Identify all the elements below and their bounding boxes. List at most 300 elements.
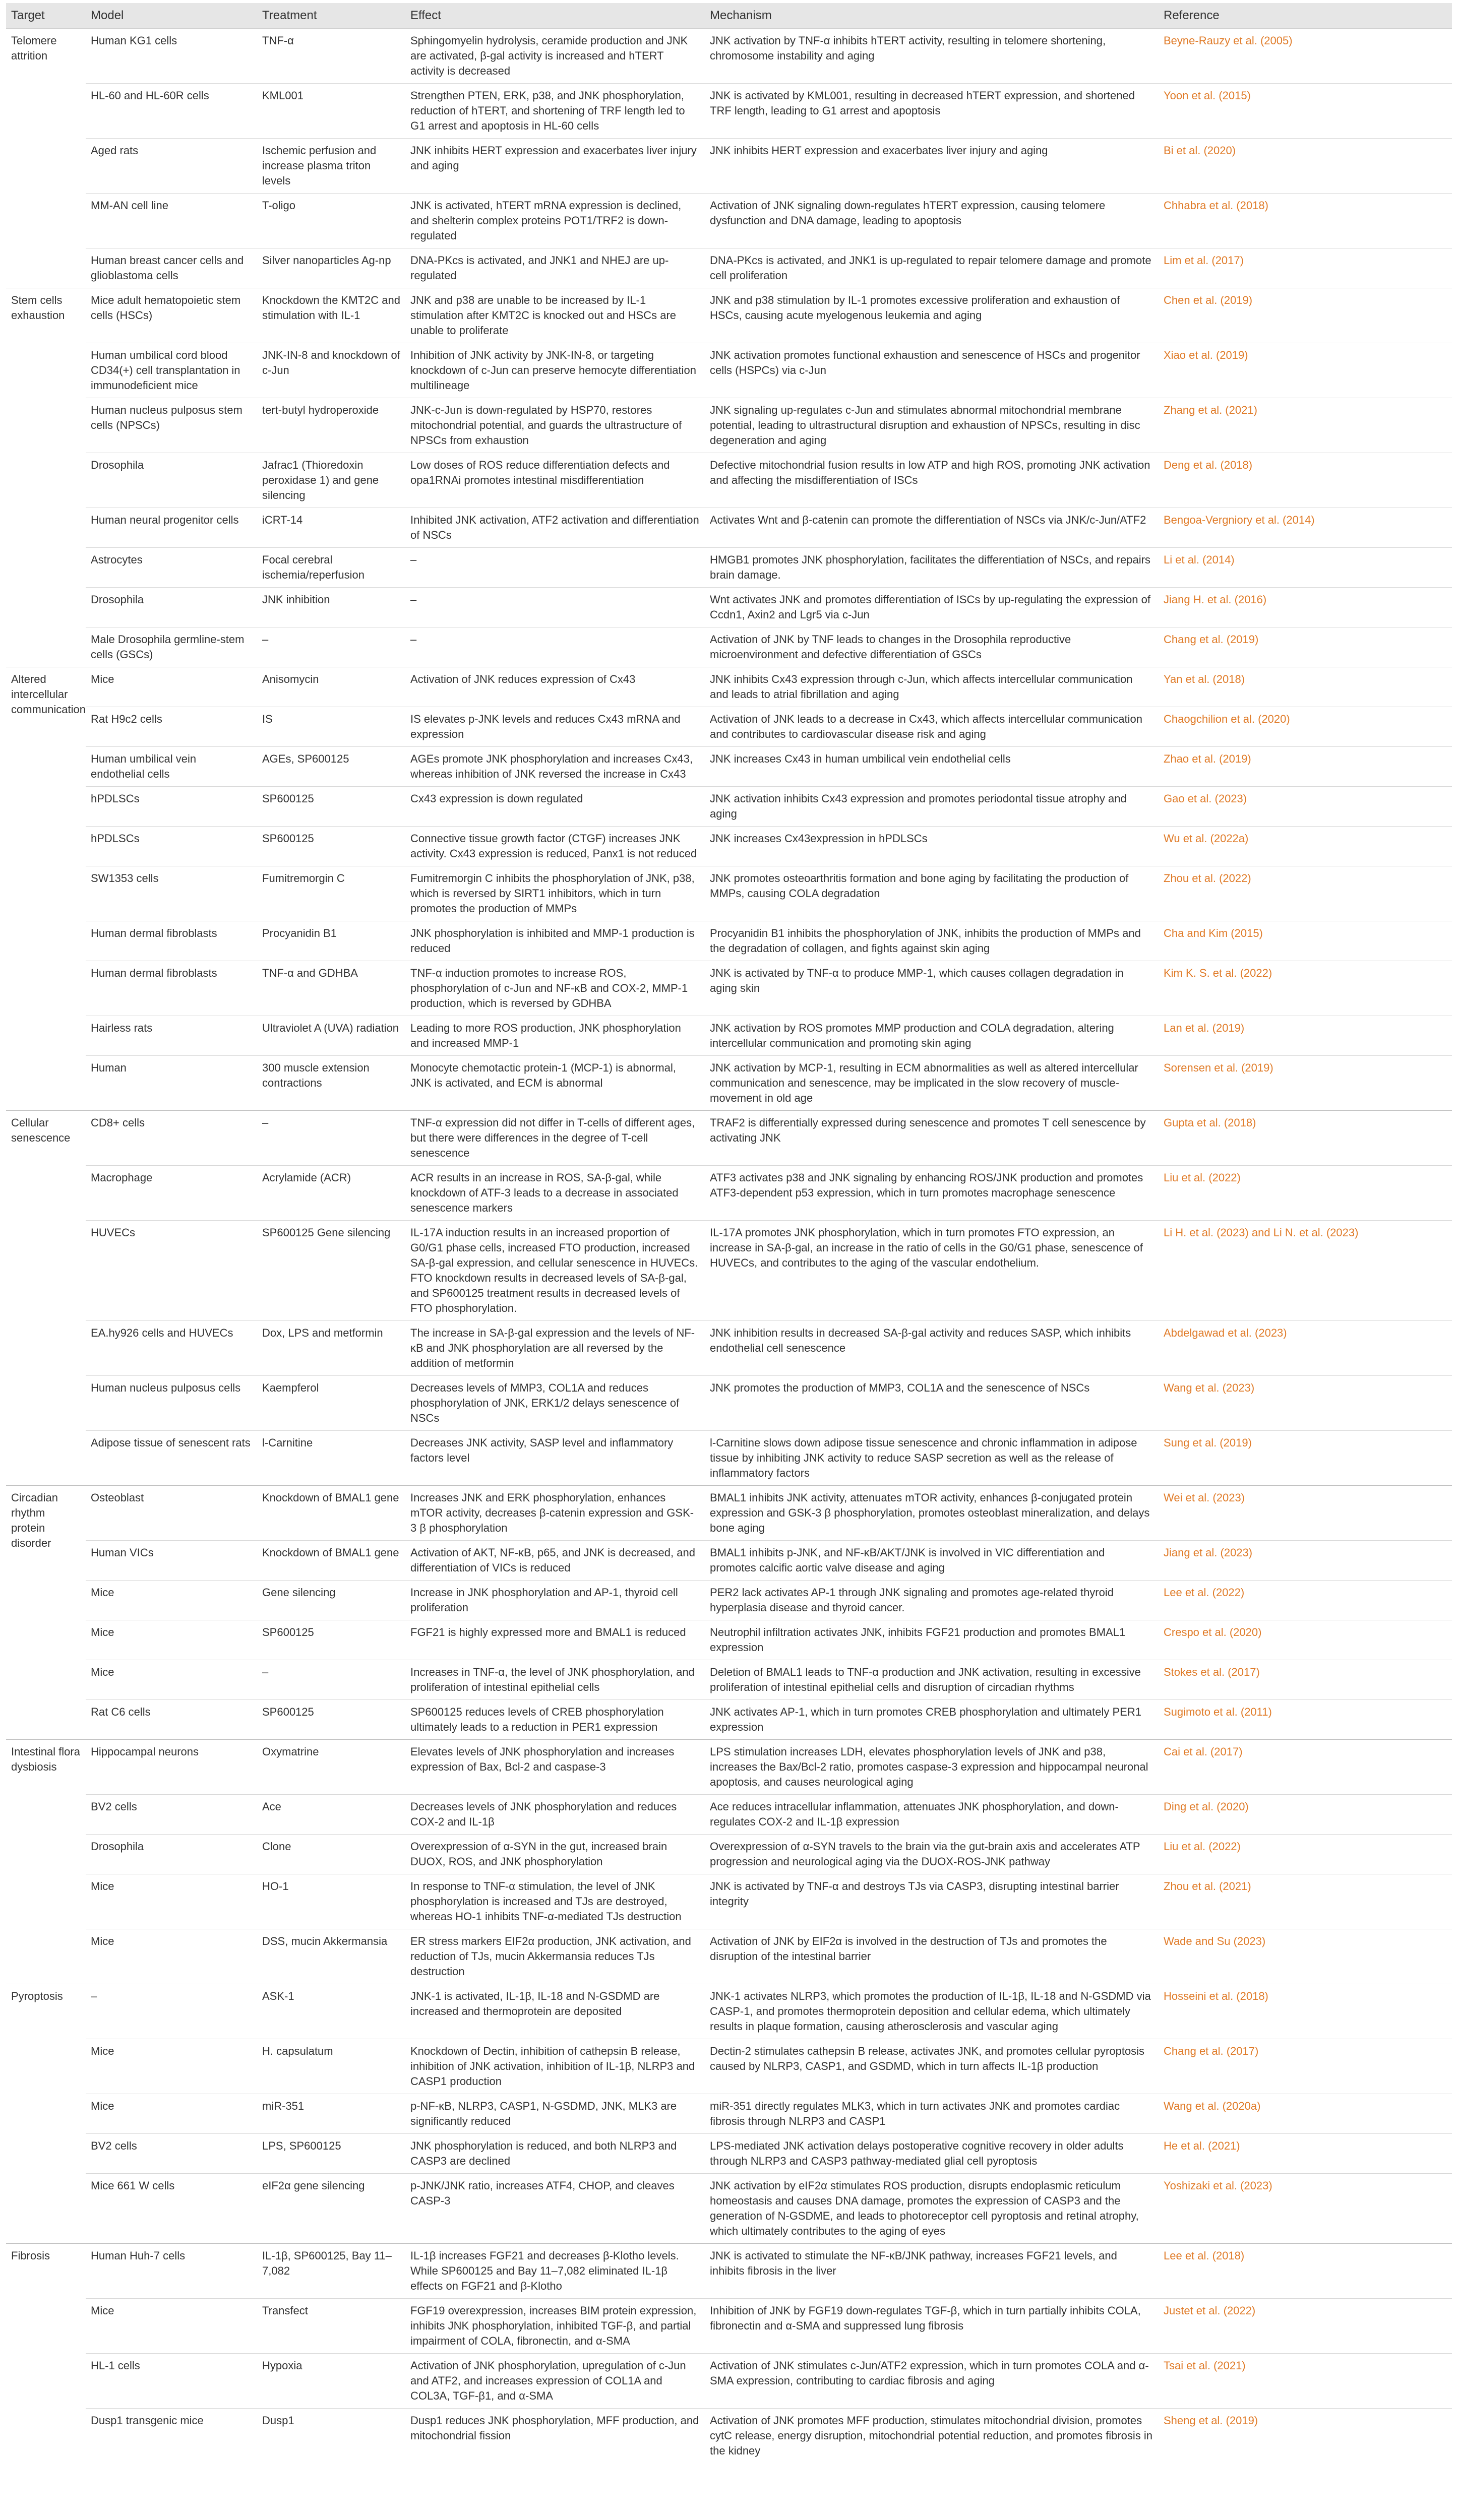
model-cell: Human nucleus pulposus cells bbox=[86, 1376, 257, 1431]
effect-cell: Dusp1 reduces JNK phosphorylation, MFF production, and mitochondrial fission bbox=[405, 2409, 705, 2464]
effect-cell: Increase in JNK phosphorylation and AP-1, thyroid cell proliferation bbox=[405, 1581, 705, 1620]
table-row bbox=[6, 866, 1452, 921]
effect-cell: – bbox=[405, 588, 705, 627]
table-row bbox=[6, 1431, 1452, 1486]
model-cell: Drosophila bbox=[86, 453, 257, 508]
reference-cell[interactable]: Beyne-Rauzy et al. (2005) bbox=[1159, 29, 1452, 84]
reference-cell[interactable]: Li et al. (2014) bbox=[1159, 548, 1452, 588]
reference-cell[interactable]: Xiao et al. (2019) bbox=[1159, 343, 1452, 398]
treatment-cell: Clone bbox=[257, 1835, 405, 1874]
table-row bbox=[6, 921, 1452, 961]
effect-cell: Activation of JNK reduces expression of Cx43 bbox=[405, 667, 705, 707]
target-cell: Circadian rhythm protein disorder bbox=[6, 1486, 86, 1740]
treatment-cell: Gene silencing bbox=[257, 1581, 405, 1620]
reference-cell[interactable]: Wei et al. (2023) bbox=[1159, 1486, 1452, 1541]
mechanism-cell: JNK increases Cx43 in human umbilical vein endothelial cells bbox=[705, 747, 1159, 787]
mechanism-cell: JNK promotes osteoarthritis formation and bone aging by facilitating the production of MMPs, causing COLA degradation bbox=[705, 866, 1159, 921]
mechanism-cell: JNK activates AP-1, which in turn promotes CREB phosphorylation and ultimately PER1 expression bbox=[705, 1700, 1159, 1740]
treatment-cell: Knockdown of BMAL1 gene bbox=[257, 1541, 405, 1581]
model-cell: Drosophila bbox=[86, 588, 257, 627]
treatment-cell: AGEs, SP600125 bbox=[257, 747, 405, 787]
model-cell: Mice bbox=[86, 1874, 257, 1929]
model-cell: Human KG1 cells bbox=[86, 29, 257, 84]
target-cell: Stem cells exhaustion bbox=[6, 288, 86, 667]
header-mechanism: Mechanism bbox=[705, 3, 1159, 29]
effect-cell: FGF21 is highly expressed more and BMAL1 is reduced bbox=[405, 1620, 705, 1660]
mechanism-cell: JNK is activated by TNF-α and destroys TJs via CASP3, disrupting intestinal barrier integrity bbox=[705, 1874, 1159, 1929]
reference-cell[interactable]: Yoon et al. (2015) bbox=[1159, 84, 1452, 139]
treatment-cell: l-Carnitine bbox=[257, 1431, 405, 1486]
table-row bbox=[6, 588, 1452, 627]
reference-cell[interactable]: Chaogchilion et al. (2020) bbox=[1159, 707, 1452, 747]
mechanism-cell: JNK inhibits HERT expression and exacerbates liver injury and aging bbox=[705, 139, 1159, 194]
table-row bbox=[6, 2134, 1452, 2174]
model-cell: Mice bbox=[86, 1660, 257, 1700]
model-cell: HL-60 and HL-60R cells bbox=[86, 84, 257, 139]
treatment-cell: KML001 bbox=[257, 84, 405, 139]
model-cell: hPDLSCs bbox=[86, 787, 257, 827]
effect-cell: p-NF-κB, NLRP3, CASP1, N-GSDMD, JNK, MLK3 are significantly reduced bbox=[405, 2094, 705, 2134]
reference-cell[interactable]: Liu et al. (2022) bbox=[1159, 1166, 1452, 1221]
mechanism-cell: JNK activation by ROS promotes MMP production and COLA degradation, altering intercellular communication and promoting skin aging bbox=[705, 1016, 1159, 1056]
table-row bbox=[6, 1620, 1452, 1660]
table-row bbox=[6, 398, 1452, 453]
treatment-cell: Transfect bbox=[257, 2299, 405, 2354]
reference-cell[interactable]: Tsai et al. (2021) bbox=[1159, 2354, 1452, 2409]
mechanism-cell: miR-351 directly regulates MLK3, which in turn activates JNK and promotes cardiac fibrosis through NLRP3 and CASP1 bbox=[705, 2094, 1159, 2134]
model-cell: hPDLSCs bbox=[86, 827, 257, 866]
effect-cell: Overexpression of α-SYN in the gut, increased brain DUOX, ROS, and JNK phosphorylation bbox=[405, 1835, 705, 1874]
effect-cell: JNK phosphorylation is reduced, and both NLRP3 and CASP3 are declined bbox=[405, 2134, 705, 2174]
effect-cell: Activation of JNK phosphorylation, upregulation of c-Jun and ATF2, and increases expression of COL1A and COL3A, TGF-β1, and α-SMA bbox=[405, 2354, 705, 2409]
model-cell: Mice bbox=[86, 667, 257, 707]
effect-cell: – bbox=[405, 548, 705, 588]
mechanism-cell: Overexpression of α-SYN travels to the brain via the gut-brain axis and accelerates ATP progression and neurological aging via the DUOX-ROS-JNK pathway bbox=[705, 1835, 1159, 1874]
mechanism-cell: Procyanidin B1 inhibits the phosphorylation of JNK, inhibits the production of MMPs and the degradation of collagen, and fights against skin aging bbox=[705, 921, 1159, 961]
reference-cell[interactable]: Chen et al. (2019) bbox=[1159, 288, 1452, 343]
treatment-cell: TNF-α bbox=[257, 29, 405, 84]
treatment-cell: T-oligo bbox=[257, 194, 405, 248]
mechanism-cell: IL-17A promotes JNK phosphorylation, which in turn promotes FTO expression, an increase in SA-β-gal, an increase in the ratio of cells in the G0/G1 phase, senescence of HUVECs, and contributes to the aging of the vascular endothelium. bbox=[705, 1221, 1159, 1321]
reference-cell[interactable]: Chhabra et al. (2018) bbox=[1159, 194, 1452, 248]
reference-cell[interactable]: Wu et al. (2022a) bbox=[1159, 827, 1452, 866]
treatment-cell: H. capsulatum bbox=[257, 2039, 405, 2094]
model-cell: MM-AN cell line bbox=[86, 194, 257, 248]
reference-cell[interactable]: Sheng et al. (2019) bbox=[1159, 2409, 1452, 2464]
reference-cell[interactable]: Lee et al. (2022) bbox=[1159, 1581, 1452, 1620]
model-cell: Adipose tissue of senescent rats bbox=[86, 1431, 257, 1486]
mechanism-cell: JNK activation by eIF2α stimulates ROS production, disrupts endoplasmic reticulum homeostasis and causes DNA damage, promotes the expression of CASP3 and the generation of N-GSDME, and leads to photoreceptor cell pyroptosis and retinal atrophy, which ultimately contributes to the aging of eyes bbox=[705, 2174, 1159, 2244]
model-cell: Human neural progenitor cells bbox=[86, 508, 257, 548]
mechanism-cell: Activates Wnt and β-catenin can promote the differentiation of NSCs via JNK/c-Jun/ATF2 bbox=[705, 508, 1159, 548]
model-cell: Human bbox=[86, 1056, 257, 1111]
mechanism-cell: Dectin-2 stimulates cathepsin B release, activates JNK, and promotes cellular pyroptosis caused by NLRP3, CASP1, and GSDMD, which in turn affects IL-1β production bbox=[705, 2039, 1159, 2094]
reference-cell[interactable]: Sorensen et al. (2019) bbox=[1159, 1056, 1452, 1111]
treatment-cell: Focal cerebral ischemia/reperfusion bbox=[257, 548, 405, 588]
reference-cell[interactable]: Crespo et al. (2020) bbox=[1159, 1620, 1452, 1660]
reference-cell[interactable]: Cha and Kim (2015) bbox=[1159, 921, 1452, 961]
model-cell: Macrophage bbox=[86, 1166, 257, 1221]
model-cell: Mice bbox=[86, 2094, 257, 2134]
table-row bbox=[6, 627, 1452, 667]
model-cell: Mice adult hematopoietic stem cells (HSCs) bbox=[86, 288, 257, 343]
model-cell: Rat H9c2 cells bbox=[86, 707, 257, 747]
model-cell: Rat C6 cells bbox=[86, 1700, 257, 1740]
model-cell: Human dermal fibroblasts bbox=[86, 961, 257, 1016]
effect-cell: IL-17A induction results in an increased proportion of G0/G1 phase cells, increased FTO production, increased SA-β-gal expression, and cellular senescence in HUVECs. FTO knockdown results in decreased levels of SA-β-gal, and SP600125 treatment results in decreased levels of FTO phosphorylation. bbox=[405, 1221, 705, 1321]
model-cell: Hippocampal neurons bbox=[86, 1740, 257, 1795]
treatment-cell: SP600125 bbox=[257, 787, 405, 827]
mechanism-cell: Activation of JNK by EIF2α is involved in the destruction of TJs and promotes the disruption of the intestinal barrier bbox=[705, 1929, 1159, 1984]
table-row bbox=[6, 343, 1452, 398]
reference-cell[interactable]: Bi et al. (2020) bbox=[1159, 139, 1452, 194]
target-cell: Intestinal flora dysbiosis bbox=[6, 1740, 86, 1984]
treatment-cell: Knockdown of BMAL1 gene bbox=[257, 1486, 405, 1541]
reference-cell[interactable]: Sung et al. (2019) bbox=[1159, 1431, 1452, 1486]
effect-cell: Decreases levels of MMP3, COL1A and reduces phosphorylation of JNK, ERK1/2 delays senescence of NSCs bbox=[405, 1376, 705, 1431]
treatment-cell: Oxymatrine bbox=[257, 1740, 405, 1795]
treatment-cell: TNF-α and GDHBA bbox=[257, 961, 405, 1016]
table-row bbox=[6, 248, 1452, 288]
effect-cell: Inhibition of JNK activity by JNK-IN-8, or targeting knockdown of c-Jun can preserve hemocyte differentiation multilineage bbox=[405, 343, 705, 398]
table-row bbox=[6, 194, 1452, 248]
treatment-cell: Anisomycin bbox=[257, 667, 405, 707]
table-row bbox=[6, 84, 1452, 139]
reference-cell[interactable]: Wang et al. (2023) bbox=[1159, 1376, 1452, 1431]
table-row bbox=[6, 1874, 1452, 1929]
table-row bbox=[6, 29, 1452, 84]
effect-cell: TNF-α induction promotes to increase ROS, phosphorylation of c-Jun and NF-κB and COX-2, MMP-1 production, which is reversed by GDHBA bbox=[405, 961, 705, 1016]
effect-cell: JNK-1 is activated, IL-1β, IL-18 and N-GSDMD are increased and thermoprotein are deposited bbox=[405, 1984, 705, 2039]
model-cell: Dusp1 transgenic mice bbox=[86, 2409, 257, 2464]
reference-cell[interactable]: Jiang et al. (2023) bbox=[1159, 1541, 1452, 1581]
reference-cell[interactable]: Gao et al. (2023) bbox=[1159, 787, 1452, 827]
mechanism-cell: JNK activation by TNF-α inhibits hTERT activity, resulting in telomere shortening, chromosome instability and aging bbox=[705, 29, 1159, 84]
effect-cell: DNA-PKcs is activated, and JNK1 and NHEJ are up-regulated bbox=[405, 248, 705, 288]
table-row bbox=[6, 453, 1452, 508]
table-row bbox=[6, 1111, 1452, 1166]
table-row bbox=[6, 1795, 1452, 1835]
reference-cell[interactable]: Liu et al. (2022) bbox=[1159, 1835, 1452, 1874]
treatment-cell: Knockdown the KMT2C and stimulation with IL-1 bbox=[257, 288, 405, 343]
effect-cell: JNK phosphorylation is inhibited and MMP-1 production is reduced bbox=[405, 921, 705, 961]
mechanism-cell: Activation of JNK stimulates c-Jun/ATF2 expression, which in turn promotes COLA and α-SMA expression, contributing to cardiac fibrosis and aging bbox=[705, 2354, 1159, 2409]
table-row bbox=[6, 787, 1452, 827]
effect-cell: Inhibited JNK activation, ATF2 activation and differentiation of NSCs bbox=[405, 508, 705, 548]
reference-cell[interactable]: Lee et al. (2018) bbox=[1159, 2244, 1452, 2299]
header-reference: Reference bbox=[1159, 3, 1452, 29]
table-body bbox=[6, 29, 1452, 2464]
mechanism-cell: HMGB1 promotes JNK phosphorylation, facilitates the differentiation of NSCs, and repairs brain damage. bbox=[705, 548, 1159, 588]
table-row bbox=[6, 2039, 1452, 2094]
model-cell: Mice bbox=[86, 2299, 257, 2354]
effect-cell: JNK and p38 are unable to be increased by IL-1 stimulation after KMT2C is knocked out and HSCs are unable to proliferate bbox=[405, 288, 705, 343]
model-cell: Mice bbox=[86, 1581, 257, 1620]
model-cell: SW1353 cells bbox=[86, 866, 257, 921]
treatment-cell: eIF2α gene silencing bbox=[257, 2174, 405, 2244]
model-cell: – bbox=[86, 1984, 257, 2039]
table-row bbox=[6, 1581, 1452, 1620]
table-row bbox=[6, 1541, 1452, 1581]
effect-cell: IL-1β increases FGF21 and decreases β-Klotho levels. While SP600125 and Bay 11–7,082 eliminated IL-1β effects on FGF21 and β-Klotho bbox=[405, 2244, 705, 2299]
reference-cell[interactable]: Chang et al. (2017) bbox=[1159, 2039, 1452, 2094]
model-cell: Mice bbox=[86, 1620, 257, 1660]
model-cell: BV2 cells bbox=[86, 2134, 257, 2174]
table-row bbox=[6, 1984, 1452, 2039]
effect-cell: – bbox=[405, 627, 705, 667]
target-cell: Cellular senescence bbox=[6, 1111, 86, 1486]
table-row bbox=[6, 139, 1452, 194]
model-cell: Mice bbox=[86, 1929, 257, 1984]
target-cell: Fibrosis bbox=[6, 2244, 86, 2464]
treatment-cell: tert-butyl hydroperoxide bbox=[257, 398, 405, 453]
model-cell: CD8+ cells bbox=[86, 1111, 257, 1166]
table-row bbox=[6, 2299, 1452, 2354]
effect-cell: Strengthen PTEN, ERK, p38, and JNK phosphorylation, reduction of hTERT, and shortening of TRF length led to G1 arrest and apoptosis in HL-60 cells bbox=[405, 84, 705, 139]
mechanism-cell: BMAL1 inhibits p-JNK, and NF-κB/AKT/JNK is involved in VIC differentiation and promotes calcific aortic valve disease and aging bbox=[705, 1541, 1159, 1581]
treatment-cell: miR-351 bbox=[257, 2094, 405, 2134]
treatment-cell: JNK-IN-8 and knockdown of c-Jun bbox=[257, 343, 405, 398]
mechanism-cell: BMAL1 inhibits JNK activity, attenuates mTOR activity, enhances β-conjugated protein expression and GSK-3 β phosphorylation, promotes osteoblast mineralization, and delays bone aging bbox=[705, 1486, 1159, 1541]
treatment-cell: SP600125 bbox=[257, 1700, 405, 1740]
reference-cell[interactable]: Wade and Su (2023) bbox=[1159, 1929, 1452, 1984]
mechanism-cell: Defective mitochondrial fusion results in low ATP and high ROS, promoting JNK activation and affecting the misdifferentiation of ISCs bbox=[705, 453, 1159, 508]
mechanism-cell: JNK increases Cx43expression in hPDLSCs bbox=[705, 827, 1159, 866]
effect-cell: The increase in SA-β-gal expression and the levels of NF-κB and JNK phosphorylation are all reversed by the addition of metformin bbox=[405, 1321, 705, 1376]
effect-cell: IS elevates p-JNK levels and reduces Cx43 mRNA and expression bbox=[405, 707, 705, 747]
jnk-aging-table bbox=[6, 3, 1452, 2463]
model-cell: Male Drosophila germline-stem cells (GSCs) bbox=[86, 627, 257, 667]
model-cell: Human umbilical cord blood CD34(+) cell transplantation in immunodeficient mice bbox=[86, 343, 257, 398]
effect-cell: Cx43 expression is down regulated bbox=[405, 787, 705, 827]
reference-cell[interactable]: Cai et al. (2017) bbox=[1159, 1740, 1452, 1795]
table-row bbox=[6, 1835, 1452, 1874]
reference-cell[interactable]: Deng et al. (2018) bbox=[1159, 453, 1452, 508]
model-cell: BV2 cells bbox=[86, 1795, 257, 1835]
mechanism-cell: LPS-mediated JNK activation delays postoperative cognitive recovery in older adults through NLRP3 and CASP3 pathway-mediated glial cell pyroptosis bbox=[705, 2134, 1159, 2174]
target-cell: Telomere attrition bbox=[6, 29, 86, 288]
reference-cell[interactable]: Hosseini et al. (2018) bbox=[1159, 1984, 1452, 2039]
treatment-cell: Procyanidin B1 bbox=[257, 921, 405, 961]
treatment-cell: Kaempferol bbox=[257, 1376, 405, 1431]
reference-cell[interactable]: Li H. et al. (2023) and Li N. et al. (2023) bbox=[1159, 1221, 1452, 1321]
mechanism-cell: PER2 lack activates AP-1 through JNK signaling and promotes age-related thyroid hyperplasia disease and thyroid cancer. bbox=[705, 1581, 1159, 1620]
reference-cell[interactable]: Kim K. S. et al. (2022) bbox=[1159, 961, 1452, 1016]
treatment-cell: Fumitremorgin C bbox=[257, 866, 405, 921]
effect-cell: Knockdown of Dectin, inhibition of cathepsin B release, inhibition of JNK activation, inhibition of IL-1β, NLRP3 and CASP1 production bbox=[405, 2039, 705, 2094]
model-cell: EA.hy926 cells and HUVECs bbox=[86, 1321, 257, 1376]
effect-cell: AGEs promote JNK phosphorylation and increases Cx43, whereas inhibition of JNK reversed the increase in Cx43 bbox=[405, 747, 705, 787]
mechanism-cell: Wnt activates JNK and promotes differentiation of ISCs by up-regulating the expression of Ccdn1, Axin2 and Lgr5 via c-Jun bbox=[705, 588, 1159, 627]
table-row bbox=[6, 1700, 1452, 1740]
header-treatment: Treatment bbox=[257, 3, 405, 29]
effect-cell: Monocyte chemotactic protein-1 (MCP-1) is abnormal, JNK is activated, and ECM is abnormal bbox=[405, 1056, 705, 1111]
reference-cell[interactable]: Sugimoto et al. (2011) bbox=[1159, 1700, 1452, 1740]
table-row bbox=[6, 707, 1452, 747]
treatment-cell: Jafrac1 (Thioredoxin peroxidase 1) and gene silencing bbox=[257, 453, 405, 508]
effect-cell: Low doses of ROS reduce differentiation defects and opa1RNAi promotes intestinal misdifferentiation bbox=[405, 453, 705, 508]
mechanism-cell: TRAF2 is differentially expressed during senescence and promotes T cell senescence by activating JNK bbox=[705, 1111, 1159, 1166]
treatment-cell: SP600125 bbox=[257, 827, 405, 866]
reference-cell[interactable]: Justet et al. (2022) bbox=[1159, 2299, 1452, 2354]
treatment-cell: IS bbox=[257, 707, 405, 747]
effect-cell: In response to TNF-α stimulation, the level of JNK phosphorylation is increased and TJs are destroyed, whereas HO-1 inhibits TNF-α-mediated TJs destruction bbox=[405, 1874, 705, 1929]
treatment-cell: – bbox=[257, 1660, 405, 1700]
model-cell: Osteoblast bbox=[86, 1486, 257, 1541]
mechanism-cell: Inhibition of JNK by FGF19 down-regulates TGF-β, which in turn partially inhibits COLA, fibronectin and α-SMA and suppressed lung fibrosis bbox=[705, 2299, 1159, 2354]
table-row bbox=[6, 1056, 1452, 1111]
effect-cell: Connective tissue growth factor (CTGF) increases JNK activity. Cx43 expression is reduced, Panx1 is not reduced bbox=[405, 827, 705, 866]
model-cell: HL-1 cells bbox=[86, 2354, 257, 2409]
mechanism-cell: Neutrophil infiltration activates JNK, inhibits FGF21 production and promotes BMAL1 expression bbox=[705, 1620, 1159, 1660]
mechanism-cell: JNK is activated by KML001, resulting in decreased hTERT expression, and shortened TRF length, leading to G1 arrest and apoptosis bbox=[705, 84, 1159, 139]
effect-cell: Increases in TNF-α, the level of JNK phosphorylation, and proliferation of intestinal epithelial cells bbox=[405, 1660, 705, 1700]
reference-cell[interactable]: Lim et al. (2017) bbox=[1159, 248, 1452, 288]
table-row bbox=[6, 2174, 1452, 2244]
treatment-cell: Acrylamide (ACR) bbox=[257, 1166, 405, 1221]
model-cell: Human umbilical vein endothelial cells bbox=[86, 747, 257, 787]
mechanism-cell: l-Carnitine slows down adipose tissue senescence and chronic inflammation in adipose tissue by inhibiting JNK activity to reduce SASP secretion as well as the release of inflammatory factors bbox=[705, 1431, 1159, 1486]
treatment-cell: ASK-1 bbox=[257, 1984, 405, 2039]
mechanism-cell: JNK inhibition results in decreased SA-β-gal activity and reduces SASP, which inhibits endothelial cell senescence bbox=[705, 1321, 1159, 1376]
treatment-cell: Dox, LPS and metformin bbox=[257, 1321, 405, 1376]
table-row bbox=[6, 1740, 1452, 1795]
reference-cell[interactable]: Ding et al. (2020) bbox=[1159, 1795, 1452, 1835]
reference-cell[interactable]: Wang et al. (2020a) bbox=[1159, 2094, 1452, 2134]
effect-cell: JNK inhibits HERT expression and exacerbates liver injury and aging bbox=[405, 139, 705, 194]
effect-cell: Decreases JNK activity, SASP level and inflammatory factors level bbox=[405, 1431, 705, 1486]
mechanism-cell: JNK activation promotes functional exhaustion and senescence of HSCs and progenitor cells (HSPCs) via c-Jun bbox=[705, 343, 1159, 398]
model-cell: Mice 661 W cells bbox=[86, 2174, 257, 2244]
model-cell: Human VICs bbox=[86, 1541, 257, 1581]
effect-cell: Sphingomyelin hydrolysis, ceramide production and JNK are activated, β-gal activity is increased and hTERT activity is decreased bbox=[405, 29, 705, 84]
model-cell: Drosophila bbox=[86, 1835, 257, 1874]
header-target: Target bbox=[6, 3, 86, 29]
mechanism-cell: Activation of JNK promotes MFF production, stimulates mitochondrial division, promotes cytC release, energy disruption, mitochondrial potential reduction, and promotes fibrosis in the kidney bbox=[705, 2409, 1159, 2464]
treatment-cell: DSS, mucin Akkermansia bbox=[257, 1929, 405, 1984]
mechanism-cell: LPS stimulation increases LDH, elevates phosphorylation levels of JNK and p38, increases the Bax/Bcl-2 ratio, promotes caspase-3 expression and hippocampal neuronal apoptosis, and causes neurological aging bbox=[705, 1740, 1159, 1795]
model-cell: HUVECs bbox=[86, 1221, 257, 1321]
table-row bbox=[6, 508, 1452, 548]
treatment-cell: SP600125 Gene silencing bbox=[257, 1221, 405, 1321]
table-row bbox=[6, 1486, 1452, 1541]
effect-cell: JNK is activated, hTERT mRNA expression is declined, and shelterin complex proteins POT1/TRF2 is down-regulated bbox=[405, 194, 705, 248]
mechanism-cell: DNA-PKcs is activated, and JNK1 is up-regulated to repair telomere damage and promote cell proliferation bbox=[705, 248, 1159, 288]
header-effect: Effect bbox=[405, 3, 705, 29]
mechanism-cell: JNK is activated to stimulate the NF-κB/JNK pathway, increases FGF21 levels, and inhibits fibrosis in the liver bbox=[705, 2244, 1159, 2299]
effect-cell: Decreases levels of JNK phosphorylation and reduces COX-2 and IL-1β bbox=[405, 1795, 705, 1835]
table-row bbox=[6, 2354, 1452, 2409]
treatment-cell: Ischemic perfusion and increase plasma triton levels bbox=[257, 139, 405, 194]
table-row bbox=[6, 1376, 1452, 1431]
reference-cell[interactable]: Zhou et al. (2021) bbox=[1159, 1874, 1452, 1929]
model-cell: Astrocytes bbox=[86, 548, 257, 588]
model-cell: Human nucleus pulposus stem cells (NPSCs) bbox=[86, 398, 257, 453]
model-cell: Human Huh-7 cells bbox=[86, 2244, 257, 2299]
treatment-cell: iCRT-14 bbox=[257, 508, 405, 548]
mechanism-cell: JNK is activated by TNF-α to produce MMP-1, which causes collagen degradation in aging skin bbox=[705, 961, 1159, 1016]
treatment-cell: – bbox=[257, 627, 405, 667]
reference-cell[interactable]: Zhao et al. (2019) bbox=[1159, 747, 1452, 787]
reference-cell[interactable]: Stokes et al. (2017) bbox=[1159, 1660, 1452, 1700]
table-row bbox=[6, 1016, 1452, 1056]
treatment-cell: – bbox=[257, 1111, 405, 1166]
mechanism-cell: ATF3 activates p38 and JNK signaling by enhancing ROS/JNK production and promotes ATF3-dependent p53 expression, which in turn promotes macrophage senescence bbox=[705, 1166, 1159, 1221]
model-cell: Human dermal fibroblasts bbox=[86, 921, 257, 961]
reference-cell[interactable]: Lan et al. (2019) bbox=[1159, 1016, 1452, 1056]
reference-cell[interactable]: Chang et al. (2019) bbox=[1159, 627, 1452, 667]
treatment-cell: JNK inhibition bbox=[257, 588, 405, 627]
mechanism-cell: JNK inhibits Cx43 expression through c-Jun, which affects intercellular communication and leads to atrial fibrillation and aging bbox=[705, 667, 1159, 707]
treatment-cell: SP600125 bbox=[257, 1620, 405, 1660]
header-row bbox=[6, 3, 1452, 29]
treatment-cell: LPS, SP600125 bbox=[257, 2134, 405, 2174]
treatment-cell: Ace bbox=[257, 1795, 405, 1835]
model-cell: Human breast cancer cells and glioblastoma cells bbox=[86, 248, 257, 288]
mechanism-cell: Deletion of BMAL1 leads to TNF-α production and JNK activation, resulting in excessive proliferation of intestinal epithelial cells and disruption of circadian rhythms bbox=[705, 1660, 1159, 1700]
model-cell: Aged rats bbox=[86, 139, 257, 194]
treatment-cell: HO-1 bbox=[257, 1874, 405, 1929]
reference-cell[interactable]: He et al. (2021) bbox=[1159, 2134, 1452, 2174]
model-cell: Hairless rats bbox=[86, 1016, 257, 1056]
treatment-cell: Hypoxia bbox=[257, 2354, 405, 2409]
treatment-cell: IL-1β, SP600125, Bay 11–7,082 bbox=[257, 2244, 405, 2299]
reference-cell[interactable]: Zhou et al. (2022) bbox=[1159, 866, 1452, 921]
mechanism-cell: Activation of JNK leads to a decrease in Cx43, which affects intercellular communication and contributes to cardiovascular disease risk and aging bbox=[705, 707, 1159, 747]
effect-cell: p-JNK/JNK ratio, increases ATF4, CHOP, and cleaves CASP-3 bbox=[405, 2174, 705, 2244]
reference-cell[interactable]: Abdelgawad et al. (2023) bbox=[1159, 1321, 1452, 1376]
table-row bbox=[6, 2244, 1452, 2299]
effect-cell: ER stress markers EIF2α production, JNK activation, and reduction of TJs, mucin Akkermansia reduces TJs destruction bbox=[405, 1929, 705, 1984]
model-cell: Mice bbox=[86, 2039, 257, 2094]
target-cell: Altered intercellular communication bbox=[6, 667, 86, 1111]
effect-cell: Activation of AKT, NF-κB, p65, and JNK is decreased, and differentiation of VICs is reduced bbox=[405, 1541, 705, 1581]
table-row bbox=[6, 2094, 1452, 2134]
treatment-cell: Silver nanoparticles Ag-np bbox=[257, 248, 405, 288]
mechanism-cell: JNK signaling up-regulates c-Jun and stimulates abnormal mitochondrial membrane potential, leading to ultrastructural disruption and exhaustion of NPSCs, resulting in disc degeneration and aging bbox=[705, 398, 1159, 453]
target-cell: Pyroptosis bbox=[6, 1984, 86, 2244]
treatment-cell: Ultraviolet A (UVA) radiation bbox=[257, 1016, 405, 1056]
reference-cell[interactable]: Gupta et al. (2018) bbox=[1159, 1111, 1452, 1166]
mechanism-cell: JNK activation by MCP-1, resulting in ECM abnormalities as well as altered intercellular communication and senescence, may be implicated in the slow recovery of muscle-movement in old age bbox=[705, 1056, 1159, 1111]
effect-cell: FGF19 overexpression, increases BIM protein expression, inhibits JNK phosphorylation, inhibited TGF-β, and partial impairment of COLA, fibronectin, and α-SMA bbox=[405, 2299, 705, 2354]
reference-cell[interactable]: Jiang H. et al. (2016) bbox=[1159, 588, 1452, 627]
effect-cell: Leading to more ROS production, JNK phosphorylation and increased MMP-1 bbox=[405, 1016, 705, 1056]
table-row bbox=[6, 827, 1452, 866]
table-row bbox=[6, 288, 1452, 343]
table-row bbox=[6, 1221, 1452, 1321]
effect-cell: TNF-α expression did not differ in T-cells of different ages, but there were differences in the degree of T-cell senescence bbox=[405, 1111, 705, 1166]
effect-cell: SP600125 reduces levels of CREB phosphorylation ultimately leads to a reduction in PER1 expression bbox=[405, 1700, 705, 1740]
table-row bbox=[6, 1321, 1452, 1376]
reference-cell[interactable]: Yan et al. (2018) bbox=[1159, 667, 1452, 707]
effect-cell: Elevates levels of JNK phosphorylation and increases expression of Bax, Bcl-2 and caspase-3 bbox=[405, 1740, 705, 1795]
table-row bbox=[6, 667, 1452, 707]
effect-cell: JNK-c-Jun is down-regulated by HSP70, restores mitochondrial potential, and guards the ultrastructure of NPSCs from exhaustion bbox=[405, 398, 705, 453]
mechanism-cell: Activation of JNK signaling down-regulates hTERT expression, causing telomere dysfunction and DNA damage, leading to apoptosis bbox=[705, 194, 1159, 248]
mechanism-cell: JNK-1 activates NLRP3, which promotes the production of IL-1β, IL-18 and N-GSDMD via CASP-1, and promotes thermoprotein deposition and cellular edema, which ultimately results in plaque formation, causing atherosclerosis and vascular aging bbox=[705, 1984, 1159, 2039]
reference-cell[interactable]: Zhang et al. (2021) bbox=[1159, 398, 1452, 453]
table-row bbox=[6, 548, 1452, 588]
table-row bbox=[6, 1929, 1452, 1984]
reference-cell[interactable]: Yoshizaki et al. (2023) bbox=[1159, 2174, 1452, 2244]
mechanism-cell: JNK and p38 stimulation by IL-1 promotes excessive proliferation and exhaustion of HSCs, causing acute myelogenous leukemia and aging bbox=[705, 288, 1159, 343]
table-row bbox=[6, 1166, 1452, 1221]
table-row bbox=[6, 747, 1452, 787]
reference-cell[interactable]: Bengoa-Vergniory et al. (2014) bbox=[1159, 508, 1452, 548]
mechanism-cell: Ace reduces intracellular inflammation, attenuates JNK phosphorylation, and down-regulates COX-2 and IL-1β expression bbox=[705, 1795, 1159, 1835]
mechanism-cell: JNK activation inhibits Cx43 expression and promotes periodontal tissue atrophy and aging bbox=[705, 787, 1159, 827]
